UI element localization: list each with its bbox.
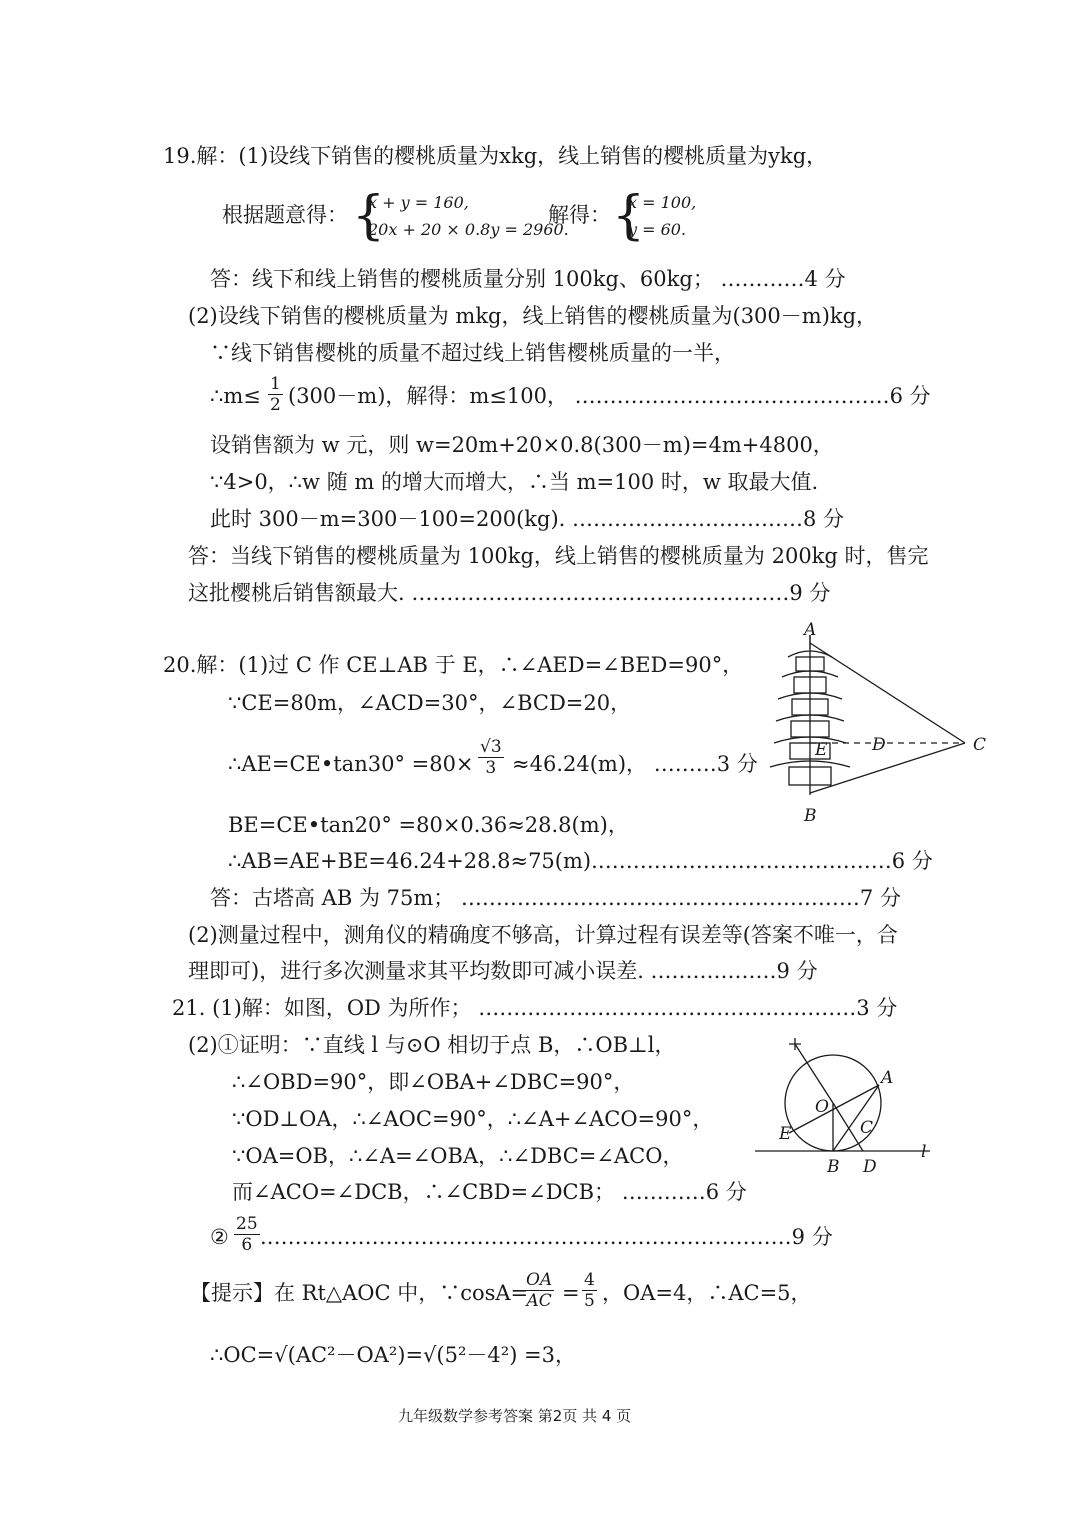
q21-part2-suffix: .…………………………………………………………………9 分 <box>260 1225 833 1249</box>
q21-proof-1: (2)①证明：∵直线 l 与⊙O 相切于点 B，∴OB⊥l， <box>188 1033 676 1057</box>
q21-proof-5: 而∠ACO=∠DCB，∴∠CBD=∠DCB； …………6 分 <box>232 1180 747 1204</box>
q21-hint-suffix: ，OA=4，∴AC=5， <box>602 1281 812 1305</box>
q20-line-1: 20.解：(1)过 C 作 CE⊥AB 于 E，∴∠AED=∠BED=90°， <box>163 653 744 677</box>
q19-line-part2: (2)设线下销售的樱桃质量为 mkg，线上销售的樱桃质量为(300－m)kg， <box>188 304 878 328</box>
q19-equation-1: x + y = 160, <box>368 193 469 212</box>
q19-sales-function: 设销售额为 w 元，则 w=20m+20×0.8(300－m)=4m+4800， <box>210 433 834 457</box>
q21-hint-prefix: 【提示】在 Rt△AOC 中，∵cosA= <box>190 1281 529 1305</box>
q20-answer-1: 答：古塔高 AB 为 75m； …………………………………………………7 分 <box>210 886 901 910</box>
q19-line-1: 19.解：(1)设线下销售的樱桃质量为xkg，线上销售的樱桃质量为ykg， <box>163 144 828 168</box>
q20-ae-suffix: ≈46.24(m)， ………3 分 <box>512 752 758 776</box>
page-footer: 九年级数学参考答案 第2页 共 4 页 <box>398 1407 632 1425</box>
q19-online-amount: 此时 300－m=300－100=200(kg). ……………………………8 分 <box>210 507 845 531</box>
q21-answer-num: 25 <box>236 1214 258 1234</box>
q19-half-den: 2 <box>270 395 281 415</box>
q21-fig-label-l: l <box>921 1142 927 1162</box>
q21-hint-eq: = <box>562 1281 580 1305</box>
q19-solve-label: 解得： <box>548 203 611 227</box>
q20-fig-label-c: C <box>973 735 987 755</box>
q21-proof-3: ∵OD⊥OA，∴∠AOC=90°，∴∠A+∠ACO=90°， <box>232 1107 714 1131</box>
q20-ab-line: ∴AB=AE+BE=46.24+28.8≈75(m).……………………………………6 分 <box>228 849 933 873</box>
q19-monotonic: ∵4>0，∴w 随 m 的增大而增大，∴当 m=100 时，w 取最大值. <box>210 470 819 494</box>
q20-line-2: ∵CE=80m，∠ACD=30°，∠BCD=20， <box>228 691 632 715</box>
q20-fig-label-a: A <box>804 620 817 640</box>
q19-equation-2: 20x + 20 × 0.8y = 2960. <box>368 220 569 239</box>
q21-value-fraction <box>582 1270 597 1311</box>
q20-sqrt3-fraction <box>478 737 504 778</box>
q20-part2-b: 理即可)，进行多次测量求其平均数即可减小误差. ………………9 分 <box>188 959 818 983</box>
q21-cos-num: OA <box>526 1270 553 1290</box>
q21-proof-2: ∴∠OBD=90°，即∠OBA+∠DBC=90°， <box>232 1070 635 1094</box>
q19-brace-left: { <box>352 186 386 246</box>
q21-fig-label-a: A <box>881 1068 894 1088</box>
q19-system-label: 根据题意得： <box>222 203 348 227</box>
q20-fig-label-b: B <box>804 806 817 826</box>
q21-fig-label-o: O <box>815 1097 829 1117</box>
q20-pagoda-figure <box>760 615 1000 830</box>
q19-answer-2b: 这批樱桃后销售额最大. ………………………………………………9 分 <box>188 581 831 605</box>
q19-inequality-prefix: ∴m≤ <box>210 384 261 408</box>
q19-solution-1: x = 100, <box>628 193 697 212</box>
q19-inequality-suffix: (300－m)，解得：m≤100， ………………………………………6 分 <box>288 384 931 408</box>
q19-answer-2a: 答：当线下销售的樱桃质量为 100kg，线上销售的樱桃质量为 200kg 时，售完 <box>188 544 929 568</box>
q20-sqrt3-den: 3 <box>485 758 497 778</box>
q21-fig-label-d: D <box>863 1157 877 1177</box>
q21-cos-den: AC <box>526 1291 552 1311</box>
q20-be-line: BE=CE•tan20° =80×0.36≈28.8(m)， <box>228 813 629 837</box>
q21-answer-den: 6 <box>241 1235 253 1255</box>
q20-ae-prefix: ∴AE=CE•tan30° =80× <box>228 752 474 776</box>
q20-part2-a: (2)测量过程中，测角仪的精确度不够高，计算过程有误差等(答案不唯一，合 <box>188 923 898 947</box>
q21-cos-fraction <box>524 1270 554 1311</box>
q21-line-1: 21. (1)解：如图，OD 为所作； ………………………………………………3 分 <box>172 996 898 1020</box>
q19-half-num: 1 <box>270 374 281 394</box>
q21-value-den: 5 <box>584 1291 595 1311</box>
q21-oc-line: ∴OC=√(AC²－OA²)=√(5²－4²) =3， <box>210 1343 577 1367</box>
q21-fig-label-b: B <box>827 1157 840 1177</box>
q20-fig-label-e: E <box>815 740 828 760</box>
q19-brace-right: { <box>612 186 646 246</box>
q21-answer-fraction <box>234 1214 260 1255</box>
q19-half-fraction <box>268 374 283 415</box>
q19-solution-2: y = 60. <box>628 220 687 239</box>
q19-answer-1: 答：线下和线上销售的樱桃质量分别 100kg、60kg； …………4 分 <box>210 267 846 291</box>
q21-value-num: 4 <box>584 1270 595 1290</box>
q19-condition: ∵线下销售樱桃的质量不超过线上销售樱桃质量的一半， <box>210 341 735 365</box>
q21-circle-figure <box>755 1030 945 1180</box>
q20-fig-label-d: D <box>872 735 886 755</box>
q21-fig-label-c: C <box>860 1118 874 1138</box>
q20-sqrt3-num: √3 <box>480 737 502 757</box>
q21-proof-4: ∵OA=OB，∴∠A=∠OBA，∴∠DBC=∠ACO， <box>232 1144 684 1168</box>
q21-fig-label-e: E <box>779 1124 792 1144</box>
q21-part2-prefix: ② <box>210 1225 229 1249</box>
